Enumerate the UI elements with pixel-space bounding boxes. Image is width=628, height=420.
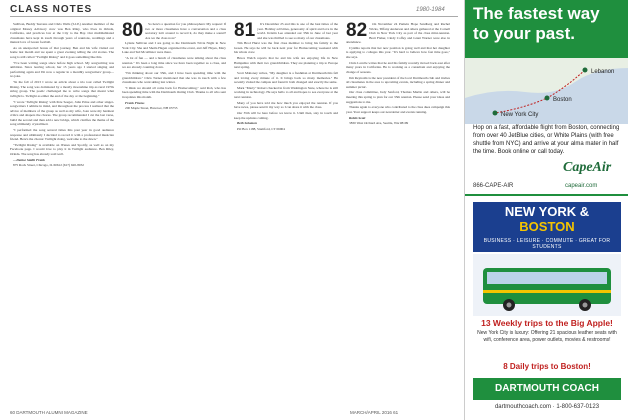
paragraph: Scott Mahoney writes, "My daughter is a freshman at Dartmouth this fall and loving every minute of it. It brings back so many memories." He recently visited the campus and found it both changed and exactly the same. (234, 71, 338, 85)
paragraph: "Twilight Rising" is available on iTunes and Spotify, as well as on my Facebook page. I would love to play it in Twilight audience. Ben Riley, Orinda. The song has already sold well. (10, 142, 114, 156)
daily-trips: 8 Daily trips to Boston! (503, 362, 591, 371)
paragraph: Cynthia reports that her new position is going well and that her daughter is applying to colleges this year. "It's hard to believe how fast time goes," she says. (346, 45, 450, 60)
lebanon-marker-icon (583, 68, 588, 73)
paragraph: "I wrote 'Twilight Rising' with Pete Seeger, John Prine and other singer-songwriters I admire in mind, and throughout the process I realized that the advice of members of the group as well as my wife, Joan were my harshest critics and shapers the chorus. The group recommended I cut the last verse, build the second and then add a new bridge, which clarifies the theme of the song ultimately crystallized. (10, 99, 114, 127)
paragraph: Sullivan, Buddy Teevens and Chris Wells (S.I.P.) Another member of the original Money Advisory crew was Ben Riley, who lives in Orinda, California, and practices law at the City to the Bay. Our multihabitated classmates have kept in touch through years of reunions, weddings and a mutual love of Green football. (10, 22, 114, 45)
class-year-dropcap: 81 (234, 22, 256, 41)
address: PO Box 1188, Stamford, CT 06904 (237, 126, 285, 131)
paragraph: Jim Reynolds is the new president of the local Dartmouth club and invites all classmates in the area to upcoming events, including a spring dinner and summer picnic. (346, 75, 450, 89)
paragraph: "I've been writing songs since before high school. My songwriting was ambition. Since leaving school, her 15 years ago I started singing and performing again and I'm now a regular in a monthly songwriters' group—no joke. (10, 60, 114, 79)
paragraph: "In the fall of 2013 I wrote an article about a trio tour called Twilight Rising. The song was dominated by a mostly moonshine trip as rural 1970s string group. The poetic challenged me to write songs that meant what twilight is. Twilight as either the end of the day or the beginning." (10, 80, 114, 98)
weekly-trips: 13 Weekly trips to the Big Apple! (481, 318, 613, 328)
class-year-dropcap: 80 (122, 22, 144, 41)
ad-headline-line-2: to your past. (473, 24, 576, 43)
ad-divider (465, 194, 628, 196)
header-rule (10, 16, 458, 17)
coach-bus-icon (473, 254, 621, 316)
capeair-logo: CapeAir (563, 160, 612, 175)
paragraph: Our 35th will be here before we know it. Until then, stay in touch and keep the updates coming. (234, 110, 338, 120)
paragraph: As an unexpected bonus of that journey, Ben and his wife visited our home last month and we spent a great evening telling the old stories. The song is still called "Twilight Rising" and it goes something like this. (10, 45, 114, 60)
address: 3830 West Orchard Ave, Seattle, WA 98199 (349, 121, 409, 126)
capeair-url[interactable]: capeair.com (565, 183, 598, 189)
byline: Robin Scott (349, 115, 366, 120)
coach-contact[interactable]: dartmouthcoach.com · 1-800-637-0123 (494, 404, 600, 410)
bus-title-line-2: BOSTON (519, 219, 575, 234)
route-map (465, 58, 628, 124)
paragraph: "I'm thinking about our 35th, and I have been spending time with the grandchildren." Chris Turner mentioned that she was in touch with a few classmates who went skiing last winter. (122, 71, 226, 85)
paragraph: Many of you have told me how much you enjoyed the reunion. If you have news, please send it my way so I can share it with the class. (234, 100, 338, 110)
capeair-dartmouth-coach-ad[interactable] (464, 0, 628, 420)
bus-title-line-1: NEW YORK & (504, 204, 590, 219)
notes-column-2 (122, 22, 226, 404)
notes-column-3 (234, 22, 338, 404)
paragraph: "I think we should all come back for Homecoming," said Rob, who has been spending time with the Dartmouth Outing Club. Thanks to all who sent in updates this month. (122, 85, 226, 99)
byline: —Denise Smith Frank (13, 157, 45, 162)
byline: Frank Fincus (125, 100, 145, 105)
address: 875 Rock Street, Chicago, IL 60612 (617) 620-8032 (13, 163, 84, 168)
boston-marker-icon (545, 96, 550, 101)
ad-headline-banner (465, 0, 628, 58)
paragraph: "I performed the song several times this past year in good audience response and ultimately I decided to record it with a professional musician friend. Here's the chorus: Twilight rising, welcome to the dawn." (10, 127, 114, 142)
ad-headline (473, 4, 600, 44)
newyork-label: New York City (501, 112, 539, 118)
notes-column-1 (10, 22, 114, 404)
class-years: 1980-1984 (416, 7, 445, 13)
paragraph: It's December 25 and this is one of the best times of the year. Holiday activities, generosity of spirit and love in the world. Kristin Lee attended our 35th in June of last year and she was thrilled to see so many of our classmates. (257, 22, 338, 40)
notes-column-4 (346, 22, 450, 404)
paragraph: On November 24 Pamela Hope Sandberg and Rachel Wicks, Tiffany Anderson and others gathered at the Cornell Club in New York City as part of the class mini-reunion. Brett Fisher, Cindy Coffey and Grant Warner were also in attendance. (346, 22, 450, 45)
capeair-phone[interactable]: 866-CAPE-AIR (473, 183, 514, 189)
paragraph: Mark "Marty" Robert checked in from Washington State, where he is still working in technology. He says hello to all and hopes to see everyone at the next reunion. (234, 85, 338, 99)
paragraph: "A lot of fun — and a bunch of classmates were talking about the class reunion." It's been a long time since we have been together as a class, and we are already counting down. (122, 56, 226, 70)
folio-left: 60 DARTMOUTH ALUMNI MAGAZINE (10, 410, 88, 415)
bus-tagline: BUSINESS · LEISURE · COMMUTE · GREAT FOR STUDENTS (483, 238, 611, 250)
paragraph: Lynnie Sullivan and I are going to the Dartmouth Trivia Night in New York City. She and Sheila Hagen organized the event, and Jeff Hayes, Mary Lake and Ted McAllister were there. (122, 41, 226, 55)
dartmouth-coach-logo: DARTMOUTH COACH (473, 378, 621, 400)
paragraph: Bruce Welch reports that he and his wife are enjoying life in New Hampshire with their two grandchildren. They are planning a trip to Europe next spring. (234, 56, 338, 70)
amenities-list: New York City is luxury: Offering 21 spacious leather seats with wifi, conference area, power outlets, movies & restrooms! (477, 330, 617, 343)
folio-right: MARCH/APRIL 2016 61 (350, 410, 399, 415)
byline: Beth Solomon (237, 121, 257, 126)
ad-body-copy: Hop on a fast, affordable flight from Boston, connecting from over 40 JetBlue cities, or White Plains (with free shuttle from NYC) and arrive at your alma mater in half the time. Book online or call today. (473, 125, 620, 155)
paragraph: So here's a question for you philosophers: My request: If two or more classmates have a conversation and a class secretary isn't around to record it, do they make a sound? Are we the class now? (145, 22, 226, 40)
paragraph: Thanks again to everyone who contributed to the class dues campaign this year. Your support keeps our newsletter and events running. (346, 105, 450, 114)
address: 200 Maple Street, Hanover, NH 03755 (125, 106, 178, 111)
ad-headline-line-1: The fastest way (473, 4, 600, 23)
lebanon-label: Lebanon (591, 69, 615, 75)
section-title: CLASS NOTES (10, 4, 93, 15)
paragraph: Tim Brod Hurst was the first class member to bring his family to the Green. He says he will be back next year for Homecoming weekend with his whole crew. (234, 41, 338, 55)
bus-banner (473, 202, 621, 252)
boston-label: Boston (553, 97, 572, 103)
paragraph: Our class committee, Judy Sanford, Thomas Martin and others, will be meeting this spring to plan for our 35th reunion. Please send your ideas and suggestions to me. (346, 90, 450, 104)
paragraph: Chris Lavelle writes that he and his family recently moved back east after many years in California. He is working as a consultant and enjoying the change of seasons. (346, 60, 450, 74)
class-year-dropcap: 82 (346, 22, 368, 41)
newyork-marker-icon (493, 111, 498, 116)
